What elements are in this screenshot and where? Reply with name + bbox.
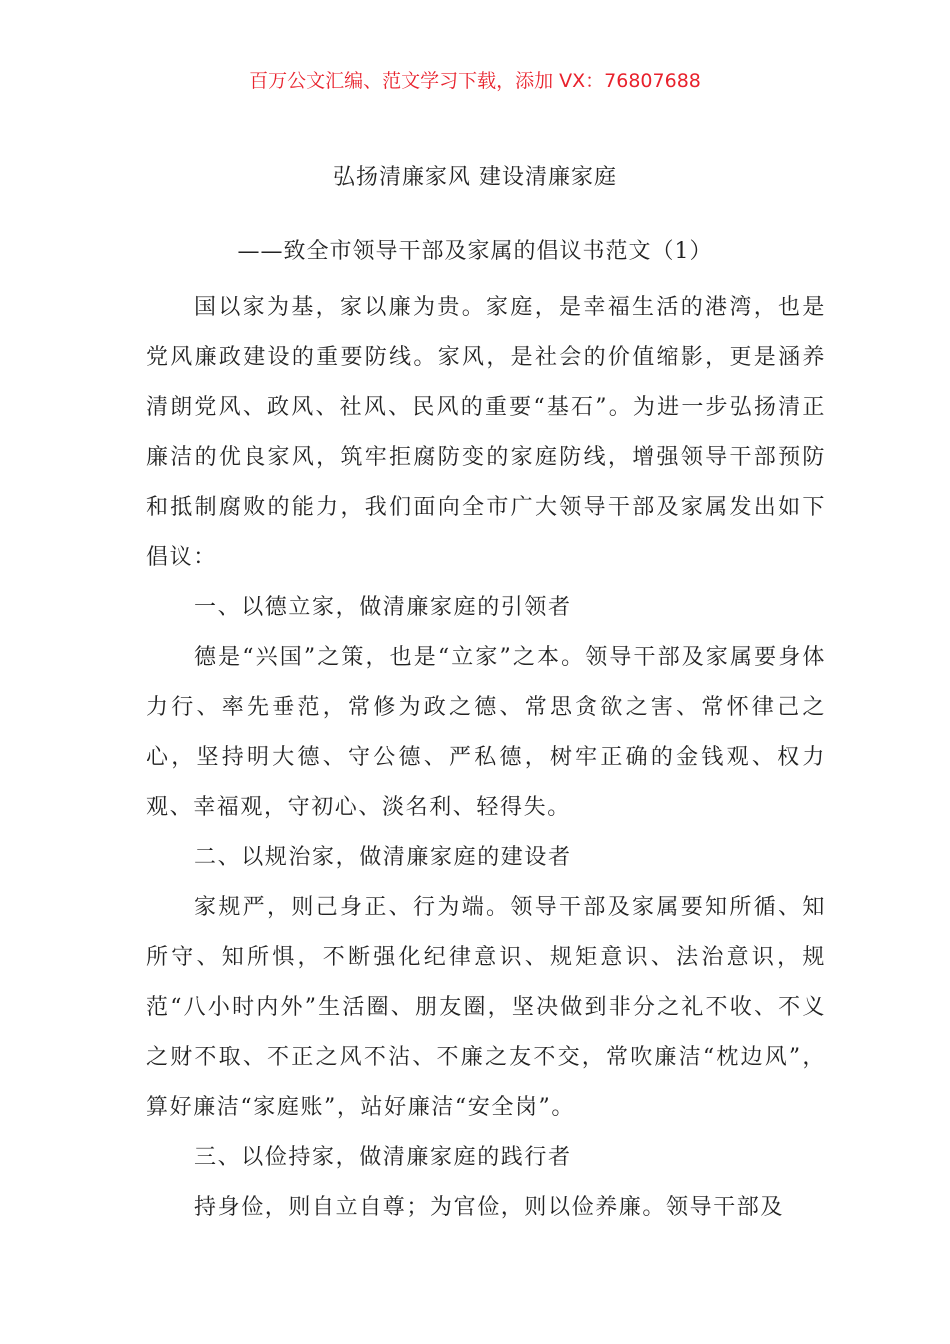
document-title: 弘扬清廉家风 建设清廉家庭 bbox=[333, 165, 617, 190]
paragraph-intro: 国以家为基，家以廉为贵。家庭，是幸福生活的港湾，也是党风廉政建设的重要防线。家风，是社会的价值缩影，更是涵养清朗党风、政风、社风、民风的重要“基石”。为进一步弘扬清正廉洁的优良家风，筑牢拒腐防变的家庭防线，增强领导干部预防和抵制腐败的能力，我们面向全市广大领导干部及家属发出如下倡议： bbox=[146, 295, 826, 570]
section-heading-1: 一、以德立家，做清廉家庭的引领者 bbox=[194, 595, 572, 620]
document-body bbox=[146, 283, 826, 1233]
document-subtitle: ——致全市领导干部及家属的倡议书范文（1） bbox=[237, 239, 713, 264]
paragraph-section-2: 家规严，则己身正、行为端。领导干部及家属要知所循、知所守、知所惧，不断强化纪律意识、规矩意识、法治意识，规范“八小时内外”生活圈、朋友圈，坚决做到非分之礼不收、不义之财不取、不正之风不沾、不廉之友不交，常吹廉洁“枕边风”，算好廉洁“家庭账”，站好廉洁“安全岗”。 bbox=[146, 895, 826, 1120]
paragraph-section-3: 持身俭，则自立自尊；为官俭，则以俭养廉。领导干部及 bbox=[194, 1195, 785, 1220]
paragraph-section-1: 德是“兴国”之策，也是“立家”之本。领导干部及家属要身体力行、率先垂范，常修为政之德、常思贪欲之害、常怀律己之心，坚持明大德、守公德、严私德，树牢正确的金钱观、权力观、幸福观，守初心、淡名利、轻得失。 bbox=[146, 645, 826, 820]
section-heading-2: 二、以规治家，做清廉家庭的建设者 bbox=[194, 845, 572, 870]
promo-banner: 百万公文汇编、范文学习下载，添加 VX：76807688 bbox=[249, 70, 701, 92]
section-heading-3: 三、以俭持家，做清廉家庭的践行者 bbox=[194, 1145, 572, 1170]
